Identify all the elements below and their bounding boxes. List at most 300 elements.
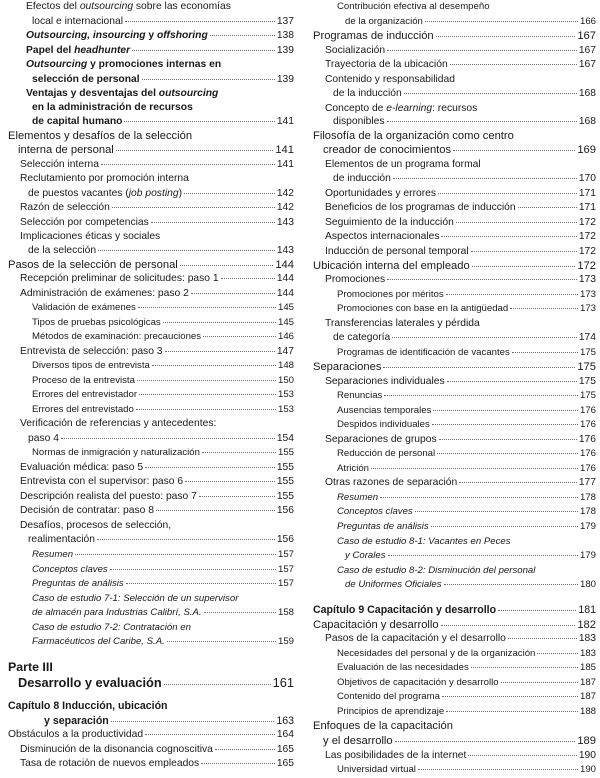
toc-entry-text: Enfoques de la capacitación bbox=[313, 720, 453, 733]
toc-entry bbox=[6, 131, 294, 142]
toc-leader-dots bbox=[425, 21, 578, 22]
toc-entry bbox=[311, 420, 596, 430]
toc-entry-text: Administración de exámenes: paso 2 bbox=[20, 287, 189, 299]
toc-entry-text: ) bbox=[178, 187, 182, 199]
toc-leader-dots bbox=[512, 352, 578, 353]
toc-entry-title bbox=[26, 46, 130, 56]
toc-page-number: 154 bbox=[276, 432, 294, 444]
toc-leader-dots bbox=[165, 351, 275, 352]
toc-entry-text: Separaciones de grupos bbox=[325, 433, 437, 445]
toc-entry-text: de inducción bbox=[333, 173, 391, 185]
toc-page-number: 176 bbox=[579, 462, 596, 474]
toc-entry bbox=[6, 189, 294, 199]
toc-entry bbox=[311, 765, 596, 775]
toc-entry bbox=[6, 260, 294, 271]
toc-entry-title bbox=[333, 117, 385, 127]
toc-entry bbox=[6, 535, 294, 545]
toc-leader-dots bbox=[459, 482, 577, 483]
toc-entry-text: Principios de aprendizaje bbox=[337, 705, 445, 717]
toc-entry-text: Decisión de contratar: paso 8 bbox=[20, 505, 154, 517]
toc-page-number: 165 bbox=[276, 758, 294, 770]
toc-page-number: 141 bbox=[276, 116, 294, 128]
toc-leader-dots bbox=[180, 265, 274, 266]
toc-entry-text: selección de personal bbox=[32, 73, 140, 85]
toc-entry bbox=[6, 448, 294, 458]
toc-entry bbox=[6, 232, 294, 242]
toc-page-number: 178 bbox=[579, 491, 596, 503]
toc-page-number: 169 bbox=[577, 144, 596, 157]
toc-entry bbox=[311, 736, 596, 747]
toc-entry bbox=[311, 319, 596, 329]
toc-entry bbox=[311, 435, 596, 445]
toc-page-number: 150 bbox=[277, 374, 294, 386]
toc-page-number: 159 bbox=[277, 636, 294, 648]
toc-entry-title bbox=[20, 274, 219, 284]
toc-page-number: 178 bbox=[579, 506, 596, 518]
toc-leader-dots bbox=[380, 497, 578, 498]
toc-entry-title bbox=[325, 75, 455, 85]
toc-entry bbox=[6, 565, 294, 575]
toc-leader-dots bbox=[446, 711, 578, 712]
toc-entry-text: Otras razones de separación bbox=[325, 477, 458, 489]
toc-entry bbox=[311, 89, 596, 99]
toc-page-number: 189 bbox=[577, 734, 596, 747]
toc-entry-text: Disminución de la disonancia cognoscitiva bbox=[20, 743, 213, 755]
toc-entry bbox=[311, 634, 596, 644]
toc-leader-dots bbox=[431, 526, 578, 527]
toc-page-number: 144 bbox=[275, 258, 294, 271]
toc-entry bbox=[311, 218, 596, 228]
toc-page-number: 155 bbox=[276, 461, 294, 473]
toc-entry-title bbox=[8, 661, 53, 673]
toc-entry-title bbox=[337, 290, 444, 300]
toc-entry bbox=[311, 275, 596, 285]
toc-entry-title bbox=[325, 435, 437, 445]
toc-leader-dots bbox=[392, 337, 577, 338]
toc-page-number: 163 bbox=[276, 714, 294, 727]
toc-page-number: 175 bbox=[577, 361, 596, 374]
toc-page-number: 142 bbox=[276, 187, 294, 199]
toc-entry bbox=[6, 716, 294, 727]
toc-entry-title bbox=[337, 692, 440, 702]
toc-entry-title bbox=[26, 89, 218, 99]
toc-entry-title bbox=[20, 347, 163, 357]
toc-entry-text: Separaciones bbox=[313, 361, 382, 374]
toc-entry-title bbox=[32, 332, 201, 342]
toc-page-number: 147 bbox=[276, 345, 294, 357]
toc-leader-dots bbox=[132, 50, 275, 51]
toc-leader-dots bbox=[450, 64, 577, 65]
toc-entry bbox=[6, 608, 294, 618]
toc-leader-dots bbox=[138, 307, 276, 308]
toc-leader-dots bbox=[442, 696, 578, 697]
toc-entry-title bbox=[313, 721, 453, 732]
toc-entry bbox=[311, 537, 596, 547]
toc-page-number: 171 bbox=[578, 187, 596, 199]
toc-page-number: 158 bbox=[277, 607, 294, 619]
toc-page-number: 156 bbox=[276, 505, 294, 517]
toc-entry-text: Recepción preliminar de solicitudes: paso 1 bbox=[20, 273, 219, 284]
toc-entry-text: Ventajas y desventajas del bbox=[26, 88, 159, 100]
toc-leader-dots bbox=[438, 193, 577, 194]
toc-entry-title bbox=[325, 218, 454, 228]
toc-entry-text: Capítulo 8 Inducción, ubicación bbox=[8, 700, 168, 713]
toc-entry bbox=[311, 663, 596, 673]
toc-entry-title bbox=[32, 608, 202, 618]
toc-entry bbox=[6, 75, 294, 85]
toc-entry-text: e-learning bbox=[386, 102, 433, 114]
toc-entry-title bbox=[8, 131, 192, 142]
toc-entry-title bbox=[20, 492, 197, 502]
toc-entry bbox=[311, 131, 596, 142]
toc-leader-dots bbox=[537, 653, 578, 654]
toc-entry-text: outsourcing bbox=[79, 0, 134, 12]
toc-entry-text: Selección interna bbox=[20, 158, 99, 170]
toc-entry bbox=[311, 174, 596, 184]
toc-entry-text: Evaluación médica: paso 5 bbox=[20, 461, 144, 473]
toc-entry-text: Tipos de pruebas psicológicas bbox=[32, 316, 161, 328]
toc-entry-text: Capítulo 9 Capacitación y desarrollo bbox=[313, 604, 497, 617]
toc-entry-text: Papel del bbox=[26, 44, 75, 56]
toc-entry-title bbox=[20, 506, 154, 516]
toc-entry-title bbox=[32, 117, 122, 127]
toc-entry-title bbox=[337, 2, 490, 12]
toc-entry bbox=[6, 579, 294, 589]
toc-entry-title bbox=[313, 362, 381, 373]
toc-entry-text: Caso de estudio 8-1: Vacantes en Peces bbox=[337, 535, 511, 547]
toc-entry-title bbox=[18, 674, 162, 690]
toc-leader-dots bbox=[111, 721, 275, 722]
toc-leader-dots bbox=[441, 236, 576, 237]
toc-entry bbox=[6, 637, 294, 647]
toc-entry-title bbox=[32, 594, 238, 604]
toc-page-number: 143 bbox=[276, 245, 294, 256]
toc-page-number: 138 bbox=[276, 30, 294, 41]
toc-entry-title bbox=[345, 580, 442, 590]
toc-entry bbox=[6, 674, 294, 690]
toc-entry-title bbox=[32, 550, 73, 560]
toc-entry-text: job posting bbox=[128, 187, 179, 199]
toc-entry bbox=[6, 361, 294, 371]
toc-entry bbox=[6, 203, 294, 213]
toc-entry-title bbox=[337, 406, 431, 416]
toc-entry bbox=[311, 464, 596, 474]
toc-leader-dots bbox=[185, 481, 275, 482]
toc-entry-text: Necesidades del personal y de la organización bbox=[337, 647, 536, 659]
toc-leader-dots bbox=[453, 150, 575, 151]
toc-page-number: 157 bbox=[277, 578, 294, 590]
toc-leader-dots bbox=[439, 439, 577, 440]
toc-page-number: 176 bbox=[578, 433, 596, 445]
toc-leader-dots bbox=[437, 453, 578, 454]
toc-entry-title bbox=[32, 17, 123, 27]
toc-entry-title bbox=[337, 507, 413, 517]
toc-entry bbox=[311, 449, 596, 459]
toc-page-number: 146 bbox=[277, 331, 294, 343]
toc-entry-text: Promociones bbox=[325, 274, 386, 285]
toc-entry-title bbox=[325, 247, 469, 257]
toc-entry bbox=[311, 721, 596, 732]
toc-entry-text: Resumen bbox=[337, 491, 379, 503]
toc-leader-dots bbox=[436, 36, 576, 37]
toc-entry-text: Descripción realista del puesto: paso 7 bbox=[20, 490, 197, 502]
toc-entry bbox=[6, 463, 294, 473]
toc-entry-text: de la selección bbox=[28, 245, 97, 256]
toc-page-number: 156 bbox=[276, 533, 294, 545]
toc-page-number: 148 bbox=[277, 360, 294, 372]
toc-entry-title bbox=[32, 318, 161, 328]
toc-page-number: 182 bbox=[577, 618, 596, 631]
toc-entry bbox=[6, 246, 294, 256]
toc-entry bbox=[311, 75, 596, 85]
toc-entry bbox=[6, 46, 294, 56]
toc-leader-dots bbox=[418, 769, 578, 770]
toc-page-number: 144 bbox=[276, 273, 294, 284]
toc-entry-title bbox=[28, 535, 95, 545]
toc-entry-title bbox=[20, 745, 213, 755]
toc-leader-dots bbox=[145, 734, 275, 735]
toc-entry-title bbox=[28, 189, 182, 199]
toc-entry-title bbox=[32, 303, 136, 313]
toc-entry-title bbox=[325, 60, 448, 70]
toc-entry-title bbox=[337, 391, 382, 401]
toc-page-number: 173 bbox=[579, 288, 596, 300]
toc-entry-title bbox=[313, 605, 496, 616]
toc-page-number: 168 bbox=[578, 116, 596, 128]
toc-entry-title bbox=[337, 566, 535, 576]
toc-entry-text: Transferencias laterales y pérdida bbox=[325, 317, 480, 329]
toc-leader-dots bbox=[125, 21, 275, 22]
toc-entry-text: y promociones internas en bbox=[87, 59, 222, 70]
toc-entry-text: Inducción de personal temporal bbox=[325, 245, 469, 257]
toc-entry bbox=[311, 104, 596, 114]
toc-page-number: 176 bbox=[579, 419, 596, 431]
toc-entry-text: outsourcing bbox=[158, 88, 219, 100]
toc-entry-title bbox=[337, 765, 416, 775]
toc-entry-text: de categoría bbox=[333, 332, 391, 344]
toc-page-number: 141 bbox=[276, 158, 294, 170]
toc-entry-title bbox=[313, 131, 514, 142]
toc-entry-title bbox=[325, 319, 480, 329]
toc-entry bbox=[311, 478, 596, 488]
toc-entry-text: Aspectos internacionales bbox=[325, 231, 440, 243]
toc-entry-text: Verificación de referencias y antecedentes: bbox=[20, 418, 217, 430]
toc-entry bbox=[6, 405, 294, 415]
toc-entry-title bbox=[325, 377, 445, 387]
toc-entry-text: Reclutamiento por promoción interna bbox=[20, 173, 189, 185]
toc-entry-text: Contribución efectiva al desempeño bbox=[337, 0, 490, 12]
toc-leader-dots bbox=[468, 755, 576, 756]
toc-entry bbox=[311, 117, 596, 127]
toc-entry bbox=[311, 391, 596, 401]
toc-entry bbox=[6, 303, 294, 313]
toc-entry-text: Renuncias bbox=[337, 390, 383, 402]
toc-entry-text: Las posibilidades de la internet bbox=[325, 749, 467, 761]
toc-entry bbox=[311, 551, 596, 561]
toc-entry-title bbox=[313, 261, 470, 272]
toc-page-number: 142 bbox=[276, 202, 294, 214]
toc-page-number: 155 bbox=[276, 490, 294, 502]
toc-entry-text: Preguntas de análisis bbox=[32, 578, 124, 590]
toc-entry-text: Tasa de rotación de nuevos empleados bbox=[20, 758, 200, 770]
toc-entry bbox=[311, 333, 596, 343]
toc-entry-text: y Corales bbox=[345, 550, 386, 561]
toc-leader-dots bbox=[184, 193, 275, 194]
toc-page-number: 175 bbox=[579, 390, 596, 402]
toc-entry-title bbox=[337, 420, 430, 430]
toc-entry-text: de capital humano bbox=[32, 116, 123, 128]
toc-entry bbox=[6, 745, 294, 755]
toc-entry bbox=[311, 678, 596, 688]
toc-entry-text: Entrevista con el supervisor: paso 6 bbox=[20, 476, 184, 488]
toc-entry bbox=[311, 507, 596, 517]
toc-entry bbox=[6, 376, 294, 386]
toc-leader-dots bbox=[164, 684, 271, 685]
toc-page-number: 176 bbox=[579, 404, 596, 416]
toc-entry bbox=[6, 2, 294, 12]
toc-entry-text: Parte III bbox=[8, 660, 53, 675]
toc-page-number: 187 bbox=[579, 691, 596, 703]
toc-entry bbox=[6, 623, 294, 633]
toc-leader-dots bbox=[152, 365, 276, 366]
toc-leader-dots bbox=[444, 584, 578, 585]
toc-page-number: 190 bbox=[579, 764, 596, 775]
toc-entry bbox=[6, 701, 294, 712]
toc-entry-title bbox=[32, 565, 108, 575]
toc-entry-text: Promociones por méritos bbox=[337, 288, 444, 300]
toc-leader-dots bbox=[215, 749, 275, 750]
toc-entry bbox=[311, 232, 596, 242]
toc-entry-title bbox=[20, 521, 171, 531]
toc-page-number: 139 bbox=[276, 44, 294, 56]
toc-entry-text: Desarrollo y evaluación bbox=[18, 674, 162, 690]
toc-entry bbox=[311, 203, 596, 213]
toc-leader-dots bbox=[433, 410, 578, 411]
toc-leader-dots bbox=[142, 79, 275, 80]
toc-entry-text: Entrevista de selección: paso 3 bbox=[20, 345, 163, 357]
toc-leader-dots bbox=[456, 222, 577, 223]
toc-entry bbox=[6, 103, 294, 113]
toc-entry bbox=[311, 46, 596, 56]
toc-page-number: 153 bbox=[277, 389, 294, 401]
toc-entry-title bbox=[32, 579, 124, 589]
toc-leader-dots bbox=[471, 667, 578, 668]
toc-page-number: 173 bbox=[579, 303, 596, 315]
toc-page-number: 183 bbox=[579, 647, 596, 659]
toc-entry bbox=[311, 60, 596, 70]
toc-entry-text: Conceptos claves bbox=[32, 563, 108, 575]
toc-entry-title bbox=[20, 759, 199, 769]
toc-entry-text: Reducción de personal bbox=[337, 448, 436, 460]
toc-entry bbox=[311, 160, 596, 170]
toc-leader-dots bbox=[124, 121, 274, 122]
toc-entry bbox=[6, 477, 294, 487]
toc-entry-text: Errores del entrevistado bbox=[32, 403, 134, 415]
toc-entry-title bbox=[20, 477, 183, 487]
toc-leader-dots bbox=[137, 380, 276, 381]
toc-entry bbox=[6, 661, 294, 673]
toc-leader-dots bbox=[510, 308, 578, 309]
toc-leader-dots bbox=[393, 178, 577, 179]
toc-entry-title bbox=[345, 17, 423, 27]
toc-entry-title bbox=[325, 203, 516, 213]
toc-entry-title bbox=[20, 160, 99, 170]
toc-entry-title bbox=[313, 620, 439, 631]
toc-entry bbox=[6, 89, 294, 99]
toc-leader-dots bbox=[384, 395, 578, 396]
toc-entry bbox=[311, 261, 596, 272]
toc-entry-text: de Uniformes Oficiales bbox=[345, 579, 442, 590]
toc-entry-title bbox=[325, 634, 506, 644]
toc-entry bbox=[311, 377, 596, 387]
toc-page-number: 168 bbox=[578, 88, 596, 100]
toc-entry-text: Caso de estudio 8-2: Disminución del personal bbox=[337, 564, 536, 576]
toc-entry bbox=[311, 145, 596, 156]
toc-entry-text: Despidos individuales bbox=[337, 419, 430, 431]
toc-leader-dots bbox=[98, 250, 275, 251]
toc-leader-dots bbox=[387, 50, 577, 51]
toc-entry-text: Evaluación de las necesidades bbox=[337, 662, 469, 674]
toc-leader-dots bbox=[97, 539, 275, 540]
toc-entry-text: Trayectoria de la ubicación bbox=[325, 59, 448, 70]
toc-entry bbox=[311, 522, 596, 532]
toc-entry bbox=[311, 620, 596, 631]
toc-entry-title bbox=[18, 145, 114, 156]
toc-entry bbox=[311, 247, 596, 257]
toc-leader-dots bbox=[221, 278, 275, 279]
toc-entry-text: Socialización bbox=[325, 44, 386, 56]
toc-entry-text: Oportunidades y errores bbox=[325, 187, 437, 199]
toc-entry-title bbox=[325, 104, 477, 114]
toc-entry-title bbox=[313, 31, 434, 42]
toc-entry-text: de la inducción bbox=[333, 88, 402, 100]
toc-entry bbox=[6, 117, 294, 127]
toc-entry-title bbox=[337, 649, 535, 659]
toc-entry-text: en la administración de recursos bbox=[32, 101, 193, 113]
toc-entry-title bbox=[32, 405, 134, 415]
toc-entry-text: Outsourcing bbox=[26, 59, 88, 70]
toc-entry bbox=[6, 347, 294, 357]
toc-entry-title bbox=[333, 333, 390, 343]
toc-entry-title bbox=[20, 463, 143, 473]
toc-page-number: 172 bbox=[578, 231, 596, 243]
toc-page-number: 179 bbox=[579, 550, 596, 561]
toc-entry-title bbox=[337, 348, 510, 358]
toc-entry-text: Objetivos de capacitación y desarrollo bbox=[337, 676, 499, 688]
toc-entry bbox=[311, 406, 596, 416]
toc-entry-text: Contenido y responsabilidad bbox=[325, 73, 455, 85]
toc-entry-title bbox=[20, 174, 189, 184]
toc-entry bbox=[6, 521, 294, 531]
toc-entry bbox=[6, 17, 294, 27]
toc-entry-text: headhunter bbox=[74, 44, 131, 56]
toc-leader-dots bbox=[201, 763, 275, 764]
toc-entry-text: disponibles bbox=[333, 116, 385, 128]
toc-entry bbox=[6, 390, 294, 400]
toc-entry-text: Seguimiento de la inducción bbox=[325, 216, 454, 228]
toc-entry-text: Pasos de la selección de personal bbox=[8, 258, 178, 271]
toc-entry-text: Contenido del programa bbox=[337, 691, 440, 703]
toc-page-number: 141 bbox=[275, 144, 294, 157]
toc-entry bbox=[311, 692, 596, 702]
toc-leader-dots bbox=[191, 293, 275, 294]
toc-entry-text: paso 4 bbox=[28, 432, 59, 444]
toc-entry bbox=[6, 289, 294, 299]
toc-entry-text: sobre las economías bbox=[133, 0, 231, 12]
toc-entry-text: Promociones con base en la antigüedad bbox=[337, 303, 509, 315]
toc-entry-text: Desafíos, procesos de selección, bbox=[20, 520, 172, 531]
toc-entry-title bbox=[337, 464, 369, 474]
